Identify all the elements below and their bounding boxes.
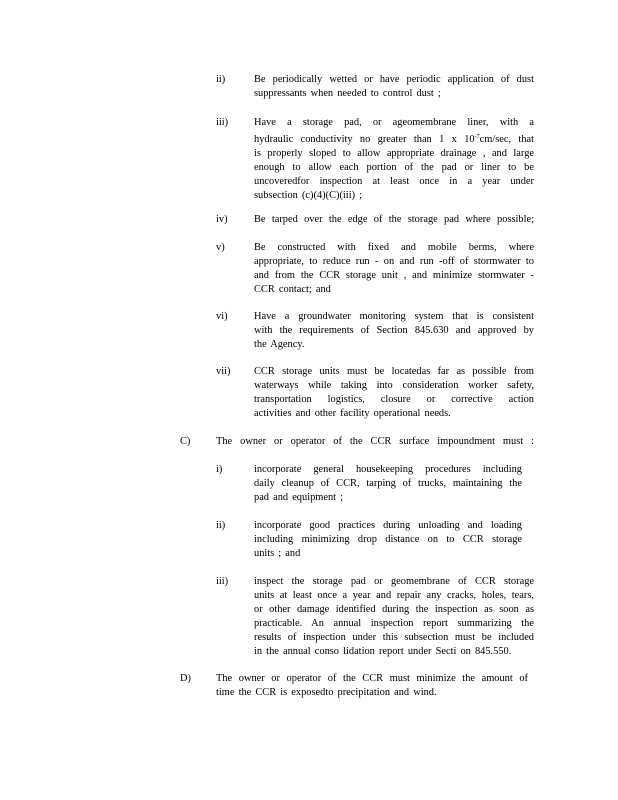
item-label: ii) — [216, 520, 226, 531]
text-line: results of inspection under this subsection must be included — [254, 632, 534, 643]
text-line: waterways while taking into consideration worker safety, — [254, 380, 534, 391]
text-line: CCR contact; and — [254, 284, 331, 295]
item-label: iii) — [216, 576, 229, 587]
text-line — [254, 130, 534, 147]
item-label: iii) — [216, 117, 229, 128]
text-line: is properly sloped to allow appropriate drainage , and large — [254, 148, 534, 159]
text-line: pad and equipment ; — [254, 492, 344, 503]
exponent: -7 — [474, 134, 480, 140]
section-label: C) — [180, 436, 191, 447]
text-line: the Agency. — [254, 339, 305, 350]
text-line: time the CCR is exposedto precipitation and wind. — [216, 687, 437, 698]
item-text — [254, 213, 534, 227]
text-line: Have a storage pad, or ageomembrane liner, with a — [254, 117, 534, 128]
text-line: units at least once a year and repair any cracks, holes, tears, — [254, 590, 534, 601]
item-text — [254, 575, 534, 659]
item-label: vii) — [216, 366, 231, 377]
item-label: i) — [216, 464, 223, 475]
text-line: suppressants when needed to control dust ; — [254, 88, 441, 99]
text-line: incorporate general housekeeping procedures including — [254, 464, 522, 475]
text-line: activities and other facility operational needs. — [254, 408, 451, 419]
item-text — [254, 365, 534, 421]
text-line: enough to allow each portion of the pad or liner to be — [254, 162, 534, 173]
text-part: hydraulic conductivity no greater than 1 x 10 — [254, 134, 475, 145]
item-text — [254, 463, 522, 505]
text-part: cm/sec, that — [479, 134, 535, 145]
text-line: units ; and — [254, 548, 301, 559]
text-line: in the annual conso lidation report under Secti on 845.550. — [254, 646, 512, 657]
item-label: ii) — [216, 74, 226, 85]
item-label: v) — [216, 242, 225, 253]
item-label: iv) — [216, 214, 228, 225]
text-line: Be constructed with fixed and mobile berms, where — [254, 242, 534, 253]
text-line: or other damage identified during the inspection as soon as — [254, 604, 534, 615]
item-text — [254, 519, 522, 561]
text-line: subsection (c)(4)(C)(iii) ; — [254, 190, 363, 201]
text-line: Have a groundwater monitoring system that is consistent — [254, 311, 534, 322]
item-text — [254, 310, 534, 352]
text-line: Be periodically wetted or have periodic application of dust — [254, 74, 534, 85]
text-line: including minimizing drop distance on to CCR storage — [254, 534, 522, 545]
text-line: with the requirements of Section 845.630 and approved by — [254, 325, 534, 336]
text-line: practicable. An annual inspection report summarizing the — [254, 618, 534, 629]
text-line: CCR storage units must be locatedas far as possible from — [254, 366, 534, 377]
item-text — [254, 241, 534, 297]
section-text — [216, 672, 528, 700]
text-line: The owner or operator of the CCR surface impoundment must : — [216, 436, 534, 447]
text-line: and from the CCR storage unit , and minimize stormwater - — [254, 270, 534, 281]
text-line: appropriate, to reduce run - on and run -off of stormwater to — [254, 256, 534, 267]
item-text — [254, 73, 534, 101]
item-text — [254, 116, 534, 203]
item-label: vi) — [216, 311, 228, 322]
text-line: Be tarped over the edge of the storage pad where possible; — [254, 214, 534, 225]
text-line: incorporate good practices during unloading and loading — [254, 520, 522, 531]
text-line: daily cleanup of CCR, tarping of trucks, maintaining the — [254, 478, 522, 489]
text-line: The owner or operator of the CCR must minimize the amount of — [216, 673, 528, 684]
section-label: D) — [180, 673, 191, 684]
text-line: transportation logistics, closure or corrective action — [254, 394, 534, 405]
text-line: inspect the storage pad or geomembrane of CCR storage — [254, 576, 534, 587]
text-line: uncoveredfor inspection at least once in a year under — [254, 176, 534, 187]
section-text — [216, 435, 534, 449]
